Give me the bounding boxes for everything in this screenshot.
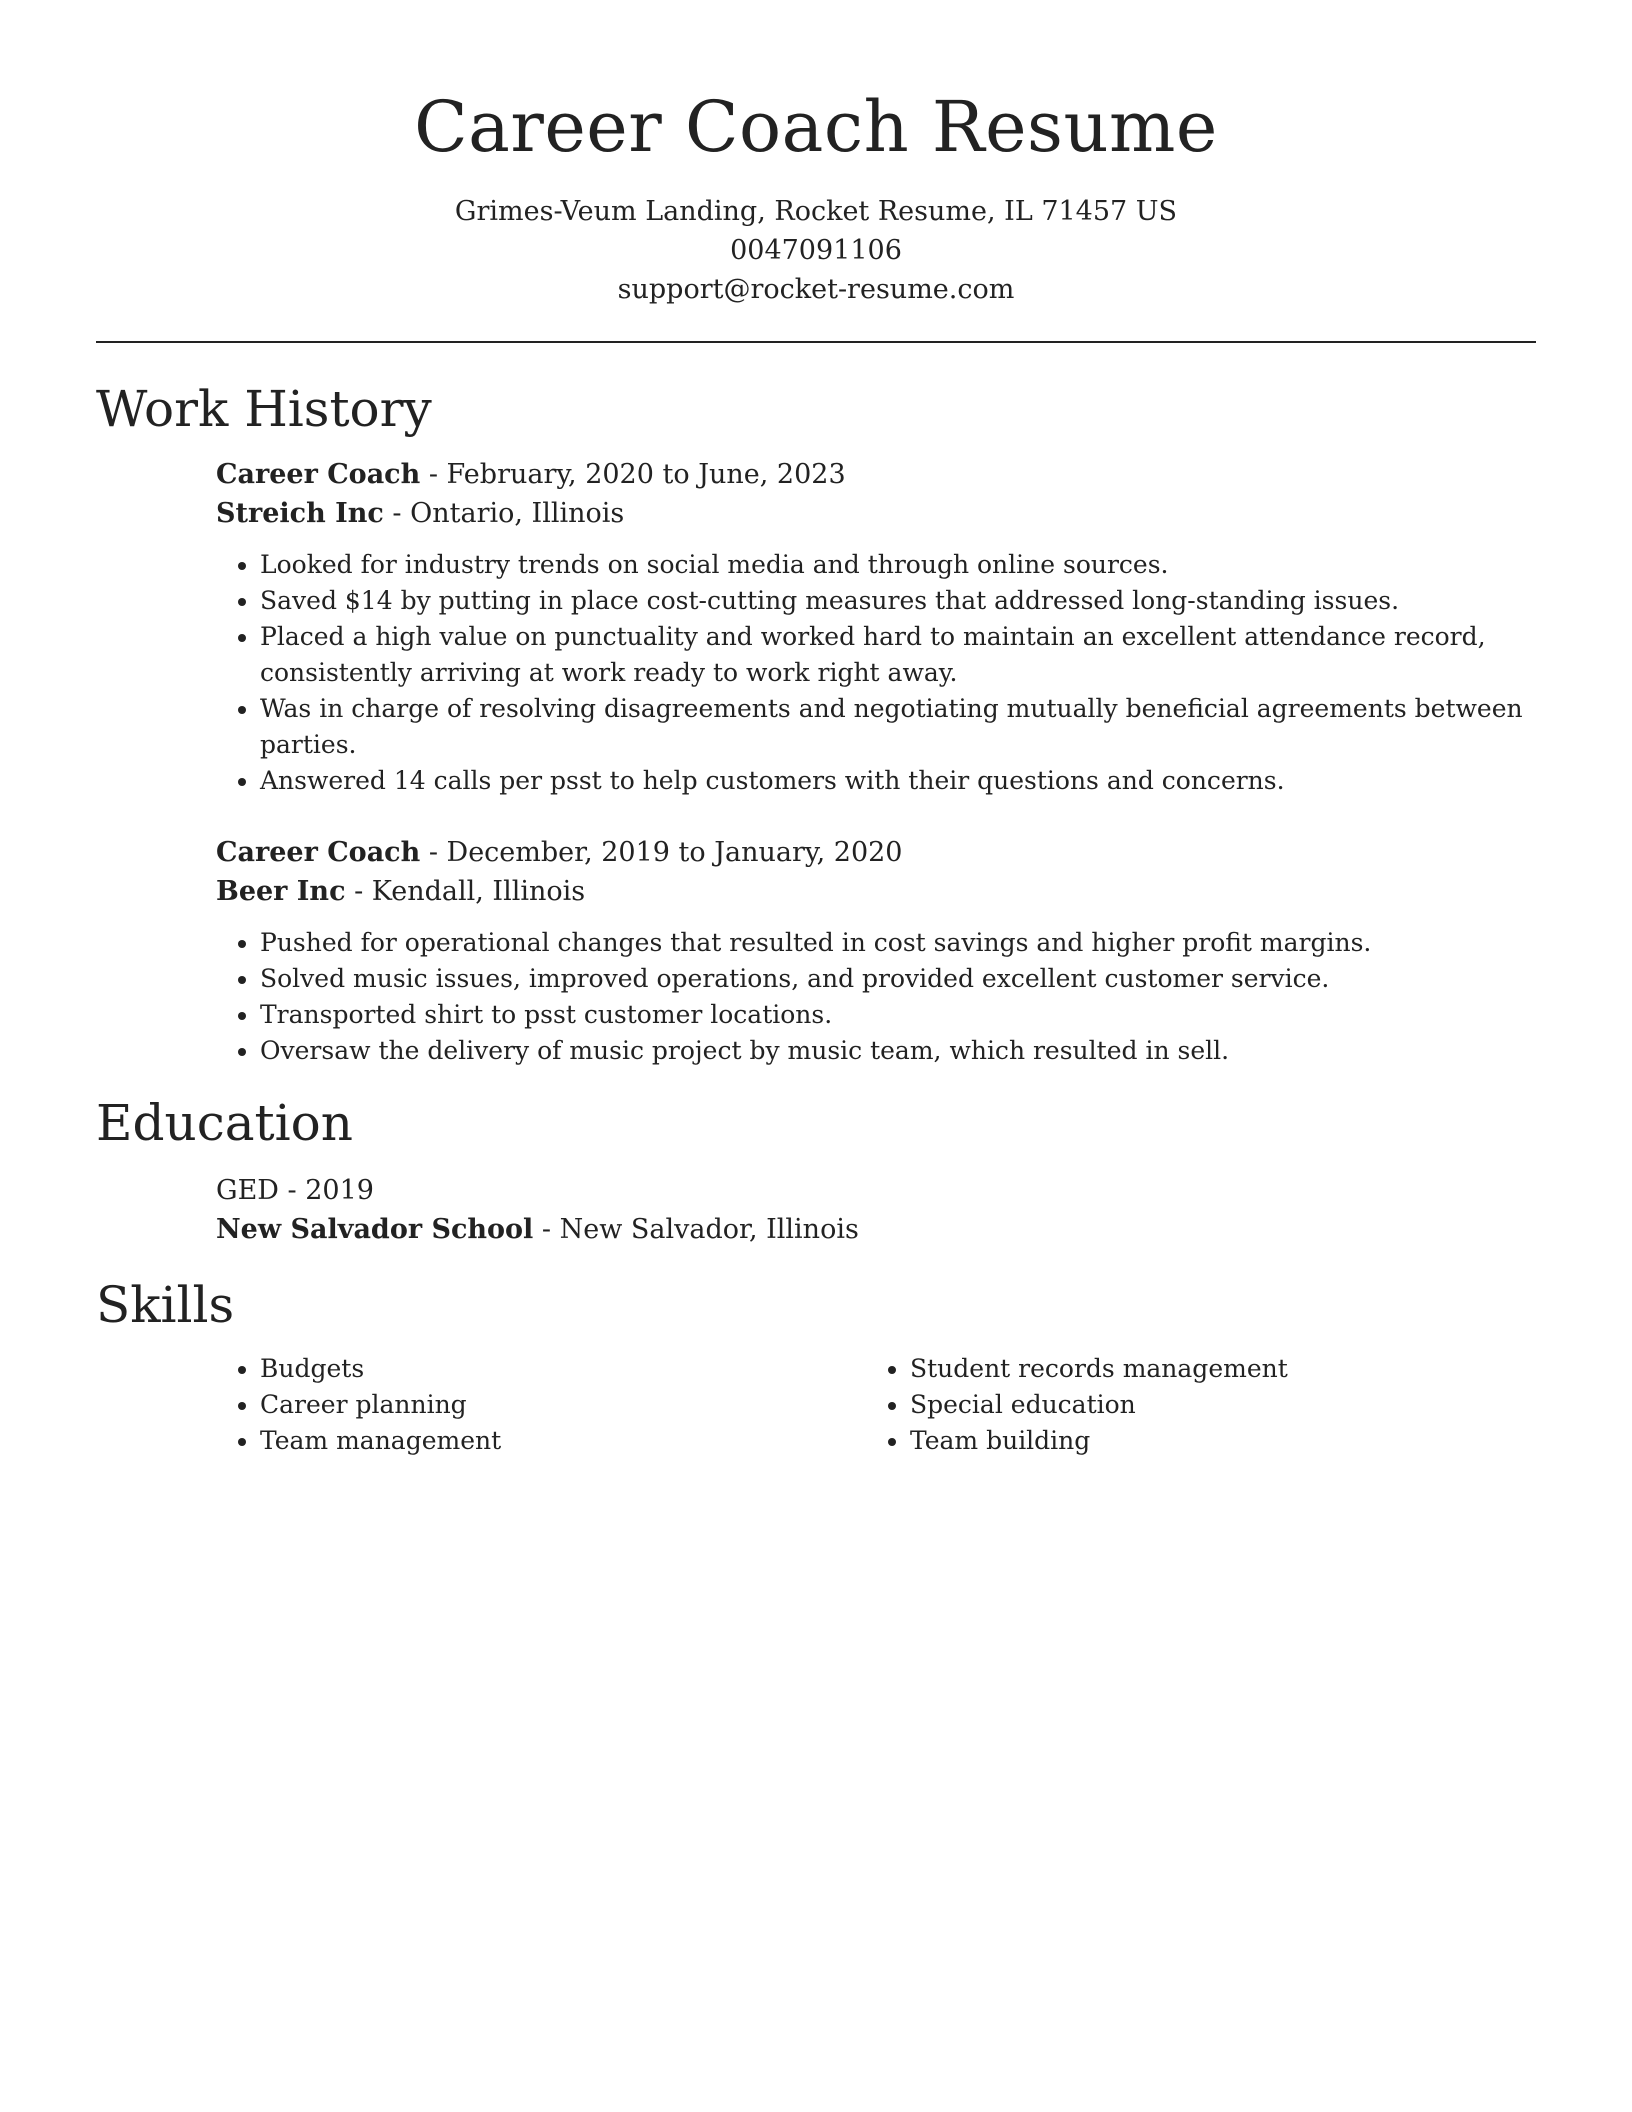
skill-item: • Team management bbox=[260, 1423, 866, 1459]
contact-address: Grimes-Veum Landing, Rocket Resume, IL 71457 US bbox=[454, 196, 1178, 227]
education-location: - New Salvador, Illinois bbox=[533, 1214, 859, 1245]
skills-column-right bbox=[866, 1351, 1516, 1459]
job-company: Streich Inc bbox=[216, 498, 384, 529]
job-title-line bbox=[216, 833, 1536, 872]
skills-list bbox=[216, 1351, 1536, 1459]
education-degree: GED - 2019 bbox=[216, 1175, 374, 1206]
skills-column-left bbox=[216, 1351, 866, 1459]
job-company: Beer Inc bbox=[216, 876, 346, 907]
skill-item: • Student records management bbox=[910, 1351, 1516, 1387]
job-company-line bbox=[216, 494, 1536, 533]
job-dates: - December, 2019 to January, 2020 bbox=[420, 837, 903, 868]
job-bullet-list bbox=[216, 547, 1536, 799]
education-school-line bbox=[216, 1210, 1536, 1249]
job-bullet: • Looked for industry trends on social media and through online sources. bbox=[260, 547, 1536, 583]
contact-info bbox=[96, 192, 1536, 309]
resume-header bbox=[96, 0, 1536, 309]
resume-page bbox=[96, 0, 1536, 1459]
job-bullet-list bbox=[216, 925, 1536, 1069]
job-dates: - February, 2020 to June, 2023 bbox=[420, 459, 846, 490]
job-entry bbox=[216, 833, 1536, 1069]
work-history-heading: Work History bbox=[96, 380, 432, 438]
job-location: - Ontario, Illinois bbox=[383, 498, 625, 529]
job-position: Career Coach bbox=[216, 837, 421, 868]
skill-item: • Special education bbox=[910, 1387, 1516, 1423]
job-bullet: • Pushed for operational changes that resulted in cost savings and higher profit margins. bbox=[260, 925, 1536, 961]
contact-email: support@rocket-resume.com bbox=[617, 274, 1015, 305]
job-bullet: • Was in charge of resolving disagreements and negotiating mutually beneficial agreements between parties. bbox=[260, 691, 1536, 763]
education-school: New Salvador School bbox=[216, 1214, 534, 1245]
header-divider bbox=[96, 341, 1536, 343]
job-bullet: • Solved music issues, improved operations, and provided excellent customer service. bbox=[260, 961, 1536, 997]
job-bullet: • Placed a high value on punctuality and worked hard to maintain an excellent attendance record, consistently arriving at work ready to work right away. bbox=[260, 619, 1536, 691]
education-heading: Education bbox=[96, 1094, 353, 1152]
job-title-line bbox=[216, 455, 1536, 494]
skill-item: • Budgets bbox=[260, 1351, 866, 1387]
skill-item: • Team building bbox=[910, 1423, 1516, 1459]
resume-title: Career Coach Resume bbox=[414, 86, 1218, 168]
skill-item: • Career planning bbox=[260, 1387, 866, 1423]
job-bullet: • Answered 14 calls per psst to help customers with their questions and concerns. bbox=[260, 763, 1536, 799]
skills-heading: Skills bbox=[96, 1276, 235, 1334]
job-entry bbox=[216, 455, 1536, 799]
contact-phone: 0047091106 bbox=[730, 235, 902, 266]
job-location: - Kendall, Illinois bbox=[345, 876, 586, 907]
job-company-line bbox=[216, 872, 1536, 911]
job-bullet: • Oversaw the delivery of music project by music team, which resulted in sell. bbox=[260, 1033, 1536, 1069]
job-bullet: • Transported shirt to psst customer locations. bbox=[260, 997, 1536, 1033]
education-entry bbox=[216, 1171, 1536, 1249]
job-bullet: • Saved $14 by putting in place cost-cutting measures that addressed long-standing issues. bbox=[260, 583, 1536, 619]
job-position: Career Coach bbox=[216, 459, 421, 490]
